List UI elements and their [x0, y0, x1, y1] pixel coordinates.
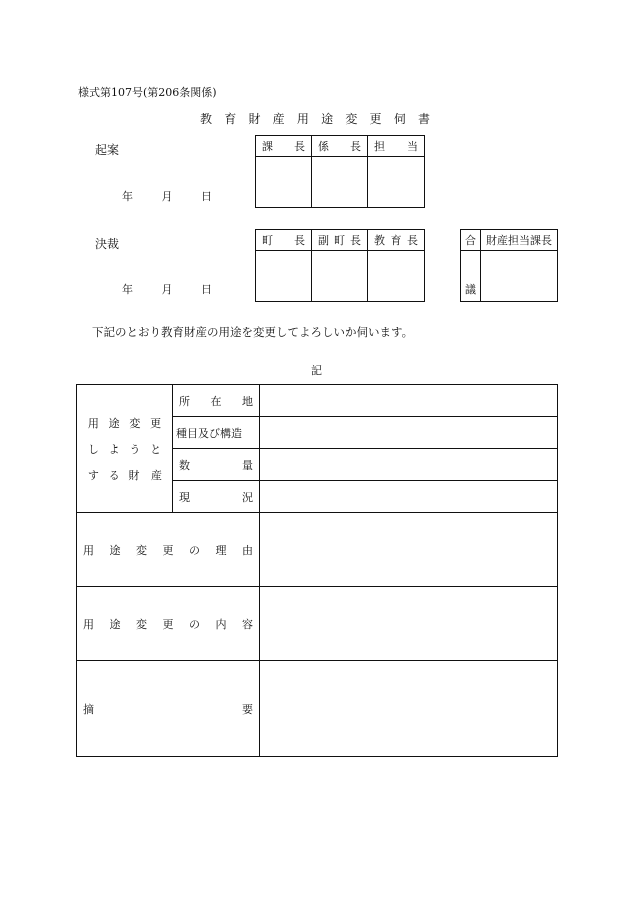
- type-structure-field[interactable]: [260, 417, 558, 449]
- stamp-cell[interactable]: [312, 157, 368, 208]
- label-change-content: 用 途 変 更 の 内 容: [77, 587, 260, 661]
- summary-field[interactable]: [260, 661, 558, 757]
- label-summary: 摘 要: [77, 661, 260, 757]
- header-kakarichou: 係 長: [312, 136, 368, 157]
- stamp-cell[interactable]: [256, 251, 312, 302]
- header-zaisan-tantou-kachou: 財産担当課長: [481, 230, 558, 251]
- current-status-field[interactable]: [260, 481, 558, 513]
- quantity-field[interactable]: [260, 449, 558, 481]
- kian-approval-table: [255, 135, 425, 208]
- ki-label: 記: [311, 364, 322, 377]
- location-field[interactable]: [260, 385, 558, 417]
- property-group-label: 用 途 変 更 し よ う と す る 財 産: [77, 385, 173, 513]
- label-type-structure: 種目及び構造: [173, 417, 260, 449]
- form-number: 様式第107号(第206条関係): [78, 86, 217, 99]
- kian-label: 起案: [95, 143, 120, 157]
- stamp-cell[interactable]: [481, 251, 558, 302]
- aigi-label-bottom: 議: [461, 251, 481, 302]
- label-location: 所 在 地: [173, 385, 260, 417]
- change-content-field[interactable]: [260, 587, 558, 661]
- header-kachou: 課 長: [256, 136, 312, 157]
- label-quantity: 数 量: [173, 449, 260, 481]
- stamp-cell[interactable]: [368, 251, 425, 302]
- header-tantou: 担 当: [368, 136, 425, 157]
- kessai-date: 年 月 日: [122, 283, 212, 296]
- header-kyouikuchou: 教 育 長: [368, 230, 425, 251]
- label-current-status: 現 況: [173, 481, 260, 513]
- document-title: 教 育 財 産 用 途 変 更 伺 書: [200, 112, 430, 126]
- change-reason-field[interactable]: [260, 513, 558, 587]
- header-fukuchouchou: 副 町 長: [312, 230, 368, 251]
- kessai-approval-table: [255, 229, 425, 302]
- header-chouchou: 町 長: [256, 230, 312, 251]
- intro-text: 下記のとおり教育財産の用途を変更してよろしいか伺います。: [92, 325, 414, 339]
- property-change-table: [76, 384, 558, 757]
- stamp-cell[interactable]: [312, 251, 368, 302]
- kian-date: 年 月 日: [122, 190, 212, 203]
- stamp-cell[interactable]: [256, 157, 312, 208]
- aigi-label-top: 合: [461, 230, 481, 251]
- label-change-reason: 用 途 変 更 の 理 由: [77, 513, 260, 587]
- stamp-cell[interactable]: [368, 157, 425, 208]
- aigi-table: [460, 229, 558, 302]
- kessai-label: 決裁: [95, 237, 120, 251]
